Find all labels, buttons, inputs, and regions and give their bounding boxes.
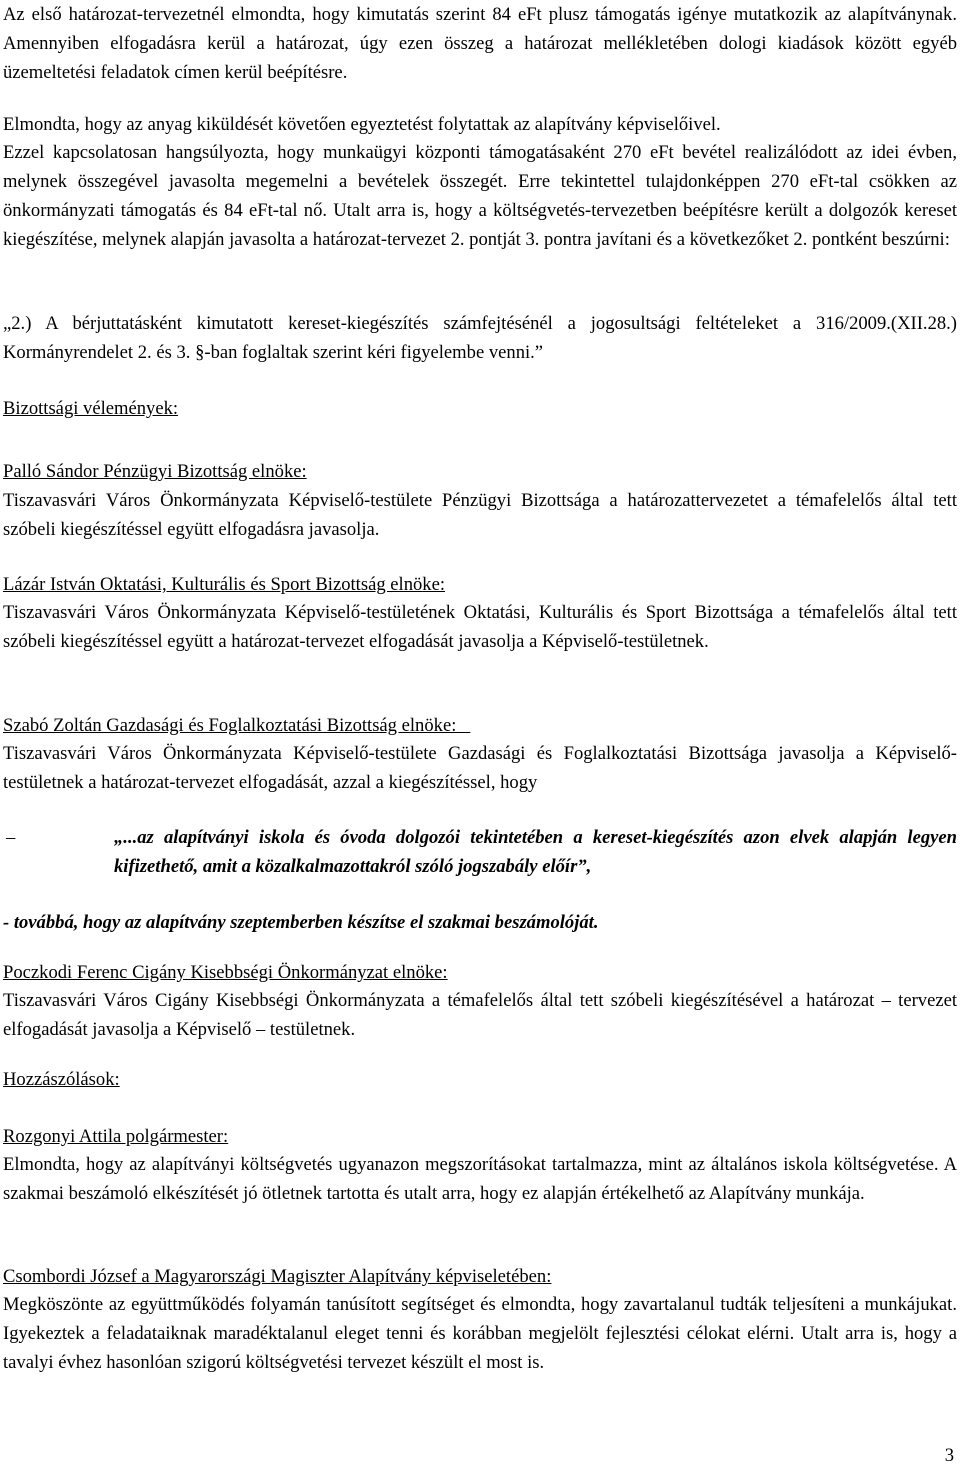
mayor-comment: Elmondta, hogy az alapítványi költségvetés ugyanazon megszorításokat tartalmazza, mint az általános iskola költségvetése. A szakmai beszámoló elkészítését jó ötletnek tartotta és utalt arra, hogy ez alapján értékelhető az Alapítvány munkája. [3,1154,957,1204]
page-number: 3 [944,1445,954,1466]
intro-line-consultation: Elmondta, hogy az anyag kiküldését követően egyeztetést folytattak az alapítvány képviselőivel. [3,114,721,135]
intro-paragraph: Az első határozat-tervezetnél elmondta, hogy kimutatás szerint 84 eFt plusz támogatás igénye mutatkozik az alapítványnak. Amennyiben elfogadásra kerül a határozat, úgy ezen összeg a határozat mellékletében dologi kiadások között egyéb üzemeltetési feladatok címen kerül beépítésre. [3,4,957,83]
intro-paragraph-details: Ezzel kapcsolatosan hangsúlyozta, hogy munkaügyi központi támogatásaként 270 eFt bevétel realizálódott az idei évben, melynek összegével javasolta megemelni a bevételek összegét. Erre tekintettel tulajdonképpen 270 eFt-tal csökken az önkormányzati támogatás és 84 eFt-tal nő. Utalt arra is, hogy a költségvetés-tervezetben beépítésre került a dolgozók kereset kiegészítése, melynek alapján javasolta a határozat-tervezet 2. pontját 3. pontra javítani és a következőket 2. pontként beszúrni: [3,142,957,250]
intro-quote: „2.) A bérjuttatásként kimutatott kereset-kiegészítés számfejtésénél a jogosultsági feltételeket a 316/2009.(XII.28.) Kormányrendelet 2. és 3. §-ban foglaltak szerint kéri figyelembe venni.” [3,313,957,363]
amendment-report: - továbbá, hogy az alapítvány szeptemberben készítse el szakmai beszámolóját. [3,912,599,933]
speaker-mayor: Rozgonyi Attila polgármester: [3,1126,229,1147]
speaker-economic-committee: Szabó Zoltán Gazdasági és Foglalkoztatási Bizottság elnöke: [3,715,471,736]
list-dash: – [6,827,16,848]
economic-committee-opinion: Tiszavasvári Város Önkormányzata Képviselő-testülete Gazdasági és Foglalkoztatási Bizottsága javasolja a Képviselő-testületnek a határozat-tervezet elfogadását, azzal a kiegészítéssel, hogy [3,743,957,793]
finance-committee-opinion: Tiszavasvári Város Önkormányzata Képviselő-testülete Pénzügyi Bizottsága a határozattervezetet a témafelelős által tett szóbeli kiegészítéssel együtt elfogadásra javasolja. [3,490,957,540]
committee-heading: Bizottsági vélemények: [3,398,179,419]
speaker-foundation-representative: Csombordi József a Magyarországi Magiszter Alapítvány képviseletében: [3,1266,552,1287]
speaker-finance-committee: Palló Sándor Pénzügyi Bizottság elnöke: [3,461,307,482]
comments-heading: Hozzászólások: [3,1069,120,1090]
speaker-roma-council: Poczkodi Ferenc Cigány Kisebbségi Önkormányzat elnöke: [3,962,448,983]
education-committee-opinion: Tiszavasvári Város Önkormányzata Képviselő-testületének Oktatási, Kulturális és Sport Bizottsága a témafelelős által tett szóbeli kiegészítéssel együtt a határozat-tervezet elfogadását javasolja a Képviselő-testületnek. [3,602,957,652]
committee-amendment-item [3,823,957,881]
foundation-representative-comment: Megköszönte az együttműködés folyamán tanúsított segítséget és elmondta, hogy zavartalanul tudták teljesíteni a munkájukat. Igyekeztek a feladataiknak maradéktalanul eleget tenni és korábban megjelölt fejlesztési célokat elérni. Utalt arra is, hogy a tavalyi évhez hasonlóan szigorú költségvetési tervezet készült el most is. [3,1294,957,1373]
roma-council-opinion: Tiszavasvári Város Cigány Kisebbségi Önkormányzata a témafelelős által tett szóbeli kiegészítésével a határozat – tervezet elfogadását javasolja a Képviselő – testületnek. [3,990,957,1040]
amendment-quote: „...az alapítványi iskola és óvoda dolgozói tekintetében a kereset-kiegészítés azon elvek alapján legyen kifizethető, amit a közalkalmazottakról szóló jogszabály előír”, [114,827,957,877]
speaker-education-committee: Lázár István Oktatási, Kulturális és Sport Bizottság elnöke: [3,574,446,595]
